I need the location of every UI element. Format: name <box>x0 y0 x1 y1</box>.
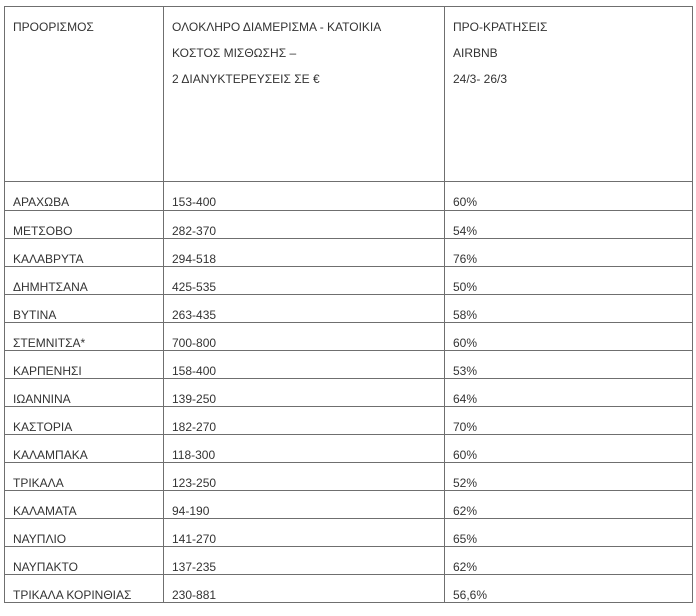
table-row <box>5 295 693 323</box>
cell-destination: ΝΑΥΠΛΙΟ <box>5 519 164 547</box>
cell-cost: 230-881 <box>164 575 445 603</box>
cell-cost: 153-400 <box>164 182 445 211</box>
table-row <box>5 547 693 575</box>
table-row <box>5 491 693 519</box>
cell-cost: 118-300 <box>164 435 445 463</box>
cell-bookings: 70% <box>445 407 693 435</box>
cell-cost: 425-535 <box>164 267 445 295</box>
table-row <box>5 323 693 351</box>
cell-destination: ΜΕΤΣΟΒΟ <box>5 211 164 239</box>
table-row <box>5 182 693 211</box>
cell-bookings: 64% <box>445 379 693 407</box>
cell-destination: ΣΤΕΜΝΙΤΣΑ* <box>5 323 164 351</box>
cell-destination: ΙΩΑΝΝΙΝΑ <box>5 379 164 407</box>
header-bookings <box>445 7 693 182</box>
header-cost-line-3: 2 ΔΙΑΝΥΚΤΕΡΕΥΣΕΙΣ ΣΕ € <box>172 72 320 86</box>
cell-cost: 182-270 <box>164 407 445 435</box>
cell-cost: 294-518 <box>164 239 445 267</box>
cell-bookings: 56,6% <box>445 575 693 603</box>
header-destination <box>5 7 164 182</box>
cell-bookings: 52% <box>445 463 693 491</box>
table-row <box>5 519 693 547</box>
cell-destination: ΚΑΡΠΕΝΗΣΙ <box>5 351 164 379</box>
cell-cost: 137-235 <box>164 547 445 575</box>
cell-destination: ΤΡΙΚΑΛΑ ΚΟΡΙΝΘΙΑΣ <box>5 575 164 603</box>
cell-cost: 282-370 <box>164 211 445 239</box>
cell-destination: ΚΑΛΑΜΑΤΑ <box>5 491 164 519</box>
cell-bookings: 65% <box>445 519 693 547</box>
cell-cost: 139-250 <box>164 379 445 407</box>
cell-destination: ΝΑΥΠΑΚΤΟ <box>5 547 164 575</box>
header-cost <box>164 7 445 182</box>
table-row <box>5 463 693 491</box>
cell-destination: ΤΡΙΚΑΛΑ <box>5 463 164 491</box>
rental-cost-table <box>4 6 693 603</box>
table-row <box>5 435 693 463</box>
cell-destination: ΚΑΣΤΟΡΙΑ <box>5 407 164 435</box>
header-destination-line: ΠΡΟΟΡΙΣΜΟΣ <box>13 20 94 34</box>
cell-bookings: 60% <box>445 182 693 211</box>
cell-bookings: 54% <box>445 211 693 239</box>
cell-bookings: 60% <box>445 323 693 351</box>
cell-cost: 123-250 <box>164 463 445 491</box>
header-bookings-line-1: ΠΡΟ-ΚΡΑΤΗΣΕΙΣ <box>453 20 548 34</box>
table-row <box>5 267 693 295</box>
table-row <box>5 351 693 379</box>
header-cost-line-1: ΟΛΟΚΛΗΡΟ ΔΙΑΜΕΡΙΣΜΑ - ΚΑΤΟΙΚΙΑ <box>172 20 382 34</box>
table-header-row <box>5 7 693 182</box>
cell-cost: 700-800 <box>164 323 445 351</box>
cell-destination: ΚΑΛΑΜΠΑΚΑ <box>5 435 164 463</box>
cell-bookings: 53% <box>445 351 693 379</box>
table-row <box>5 575 693 603</box>
cell-destination: ΔΗΜΗΤΣΑΝΑ <box>5 267 164 295</box>
table-row <box>5 211 693 239</box>
cell-cost: 141-270 <box>164 519 445 547</box>
cell-destination: ΚΑΛΑΒΡΥΤΑ <box>5 239 164 267</box>
cell-cost: 263-435 <box>164 295 445 323</box>
cell-bookings: 60% <box>445 435 693 463</box>
cell-destination: ΑΡΑΧΩΒΑ <box>5 182 164 211</box>
cell-cost: 94-190 <box>164 491 445 519</box>
rental-cost-table-container <box>4 6 692 603</box>
header-bookings-line-2: AIRBNB <box>453 46 498 60</box>
table-row <box>5 239 693 267</box>
header-bookings-line-3: 24/3- 26/3 <box>453 72 508 86</box>
cell-cost: 158-400 <box>164 351 445 379</box>
cell-bookings: 58% <box>445 295 693 323</box>
cell-bookings: 62% <box>445 491 693 519</box>
cell-destination: ΒΥΤΙΝΑ <box>5 295 164 323</box>
table-row <box>5 379 693 407</box>
header-cost-line-2: ΚΟΣΤΟΣ ΜΙΣΘΩΣΗΣ – <box>172 46 297 60</box>
cell-bookings: 50% <box>445 267 693 295</box>
cell-bookings: 62% <box>445 547 693 575</box>
table-row <box>5 407 693 435</box>
cell-bookings: 76% <box>445 239 693 267</box>
